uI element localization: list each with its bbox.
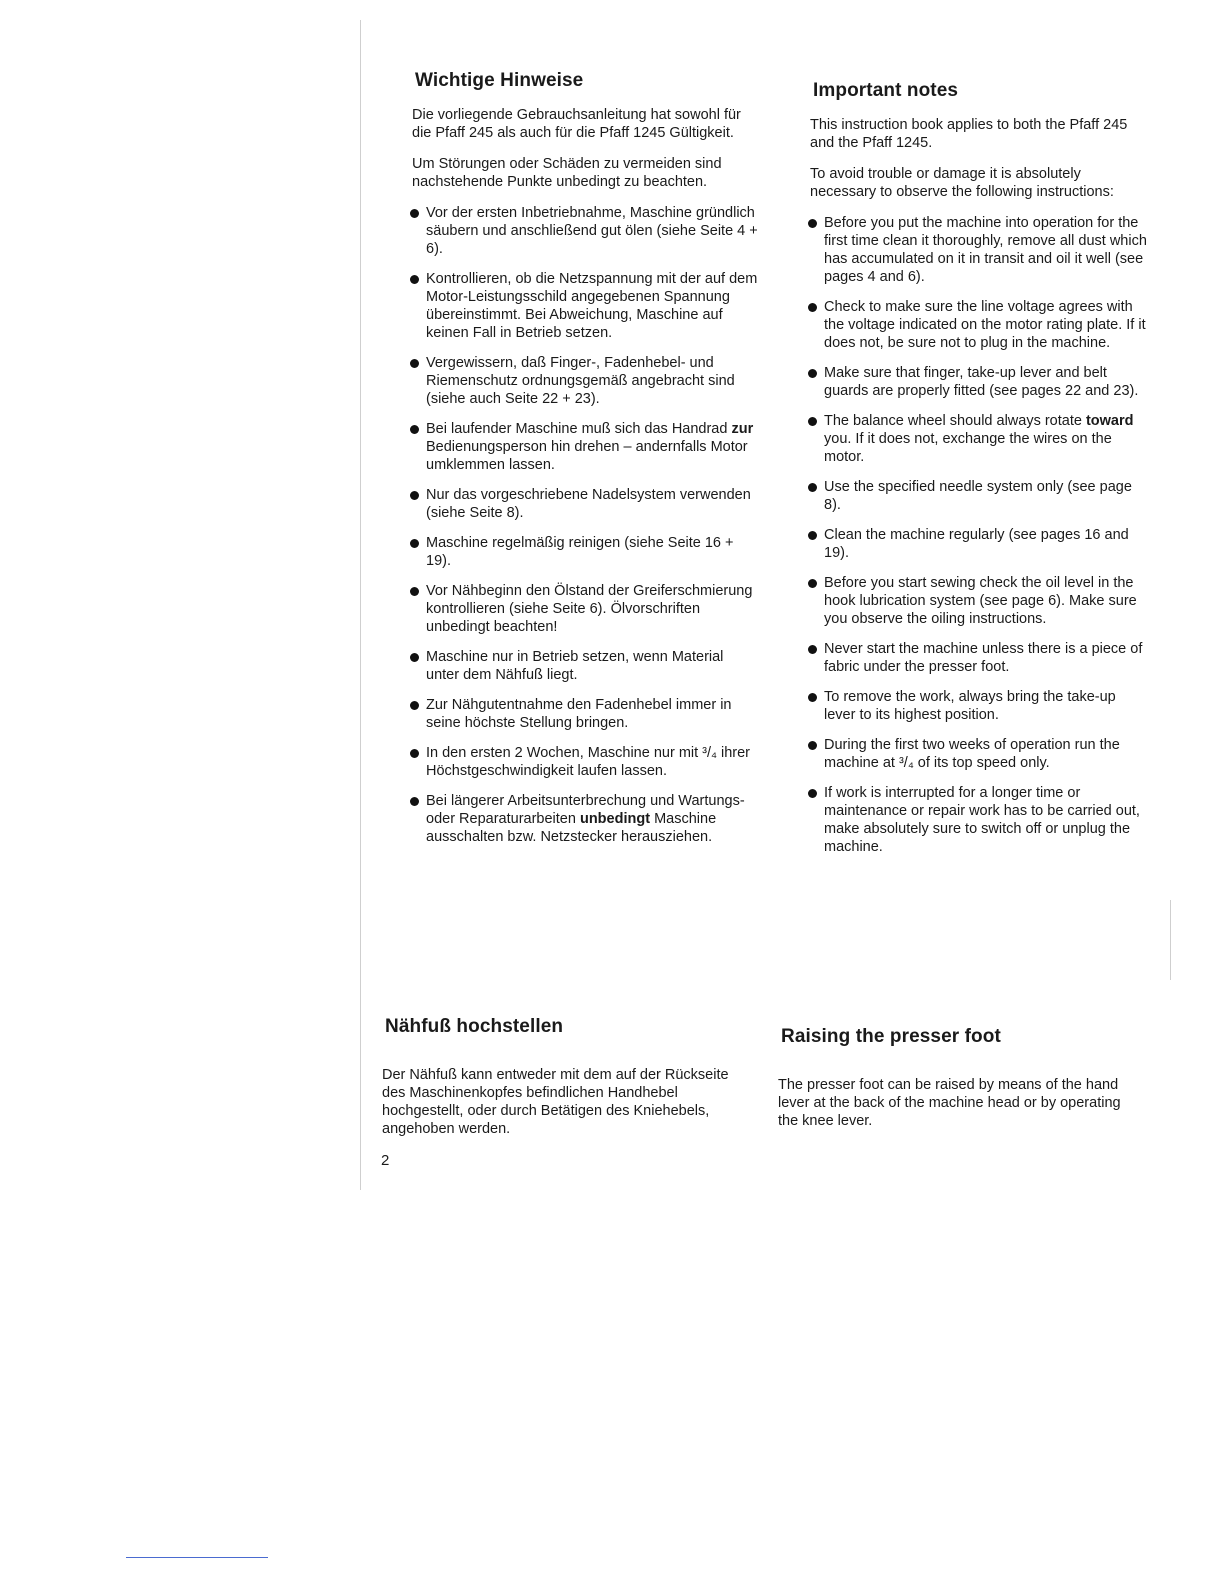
bullet-icon [410, 209, 419, 218]
list-item: In den ersten 2 Wochen, Maschine nur mit ³/₄ ihrer Höchstgeschwindigkeit laufen lassen. [410, 744, 760, 780]
bullet-icon [808, 645, 817, 654]
bullet-icon [410, 491, 419, 500]
bullet-icon [808, 417, 817, 426]
list-item: The balance wheel should always rotate toward you. If it does not, exchange the wires on the motor. [808, 412, 1148, 466]
bullet-icon [808, 531, 817, 540]
list-item: Vor Nähbeginn den Ölstand der Greiferschmierung kontrollieren (siehe Seite 6). Ölvorschriften unbedingt beachten! [410, 582, 760, 636]
english-foot-heading: Raising the presser foot [781, 1026, 1001, 1047]
bullet-icon [410, 425, 419, 434]
list-item: Clean the machine regularly (see pages 16 and 19). [808, 526, 1148, 562]
bullet-icon [410, 275, 419, 284]
bullet-icon [410, 653, 419, 662]
bullet-icon [808, 219, 817, 228]
english-lead: To avoid trouble or damage it is absolutely necessary to observe the following instructions: [810, 166, 1114, 200]
right-edge-line [1170, 900, 1171, 980]
list-item: Bei laufender Maschine muß sich das Handrad zur Bedienungsperson hin drehen – andernfalls Motor umklemmen lassen. [410, 420, 760, 474]
german-intro: Die vorliegende Gebrauchsanleitung hat sowohl für die Pfaff 245 als auch für die Pfaff 1245 Gültigkeit. [412, 107, 741, 141]
list-item: Bei längerer Arbeitsunterbrechung und Wartungs- oder Reparaturarbeiten unbedingt Maschine ausschalten bzw. Netzstecker herausziehen. [410, 792, 760, 846]
english-presser-foot-section [776, 1026, 1121, 1143]
german-notes-section [410, 70, 760, 858]
bullet-icon [808, 789, 817, 798]
bullet-icon [410, 797, 419, 806]
bullet-icon [410, 587, 419, 596]
bullet-icon [808, 693, 817, 702]
bullet-icon [410, 539, 419, 548]
list-item: Make sure that finger, take-up lever and belt guards are properly fitted (see pages 22 and 23). [808, 364, 1148, 400]
list-item: Never start the machine unless there is a piece of fabric under the presser foot. [808, 640, 1148, 676]
german-heading: Wichtige Hinweise [415, 70, 584, 91]
binding-edge-line [360, 20, 361, 1190]
list-item: Vor der ersten Inbetriebnahme, Maschine gründlich säubern und anschließend gut ölen (siehe Seite 4 + 6). [410, 204, 760, 258]
bullet-icon [410, 359, 419, 368]
german-foot-text: Der Nähfuß kann entweder mit dem auf der Rückseite des Maschinenkopfes befindlichen Handhebel hochgestellt, oder durch Betätigen des Kniehebels, angehoben werden. [382, 1067, 729, 1137]
list-item: Check to make sure the line voltage agrees with the voltage indicated on the motor rating plate. If it does not, be sure not to plug in the machine. [808, 298, 1148, 352]
bullet-icon [808, 741, 817, 750]
list-item: Before you start sewing check the oil level in the hook lubrication system (see page 6). Make sure you observe the oiling instructions. [808, 574, 1148, 628]
page-number: 2 [381, 1152, 390, 1169]
list-item: Maschine regelmäßig reinigen (siehe Seite 16 + 19). [410, 534, 760, 570]
list-item: Kontrollieren, ob die Netzspannung mit der auf dem Motor-Leistungsschild angegebenen Spannung übereinstimmt. Bei Abweichung, Maschine auf keinen Fall in Betrieb setzen. [410, 270, 760, 342]
list-item: To remove the work, always bring the take-up lever to its highest position. [808, 688, 1148, 724]
bullet-icon [808, 303, 817, 312]
bullet-icon [410, 701, 419, 710]
bullet-icon [808, 483, 817, 492]
english-intro: This instruction book applies to both the Pfaff 245 and the Pfaff 1245. [810, 117, 1128, 151]
english-foot-text: The presser foot can be raised by means of the hand lever at the back of the machine head or by operating the knee lever. [778, 1077, 1121, 1129]
bullet-icon [808, 579, 817, 588]
german-bullet-list [410, 204, 760, 846]
list-item: During the first two weeks of operation run the machine at ³/₄ of its top speed only. [808, 736, 1148, 772]
bullet-icon [410, 749, 419, 758]
footer-rule [126, 1557, 268, 1558]
list-item: If work is interrupted for a longer time or maintenance or repair work has to be carried out, make absolutely sure to switch off or unplug the machine. [808, 784, 1148, 856]
list-item: Zur Nähgutentnahme den Fadenhebel immer in seine höchste Stellung bringen. [410, 696, 760, 732]
english-bullet-list [808, 214, 1148, 856]
english-notes-section [808, 80, 1148, 868]
list-item: Nur das vorgeschriebene Nadelsystem verwenden (siehe Seite 8). [410, 486, 760, 522]
german-foot-heading: Nähfuß hochstellen [385, 1016, 564, 1037]
german-presser-foot-section [380, 1016, 730, 1151]
list-item: Vergewissern, daß Finger-, Fadenhebel- und Riemenschutz ordnungsgemäß angebracht sind (siehe auch Seite 22 + 23). [410, 354, 760, 408]
english-heading: Important notes [813, 80, 959, 101]
german-lead: Um Störungen oder Schäden zu vermeiden sind nachstehende Punkte unbedingt zu beachten. [412, 156, 722, 190]
list-item: Maschine nur in Betrieb setzen, wenn Material unter dem Nähfuß liegt. [410, 648, 760, 684]
list-item: Use the specified needle system only (see page 8). [808, 478, 1148, 514]
bullet-icon [808, 369, 817, 378]
list-item: Before you put the machine into operation for the first time clean it thoroughly, remove all dust which has accumulated on it in transit and oil it well (see pages 4 and 6). [808, 214, 1148, 286]
